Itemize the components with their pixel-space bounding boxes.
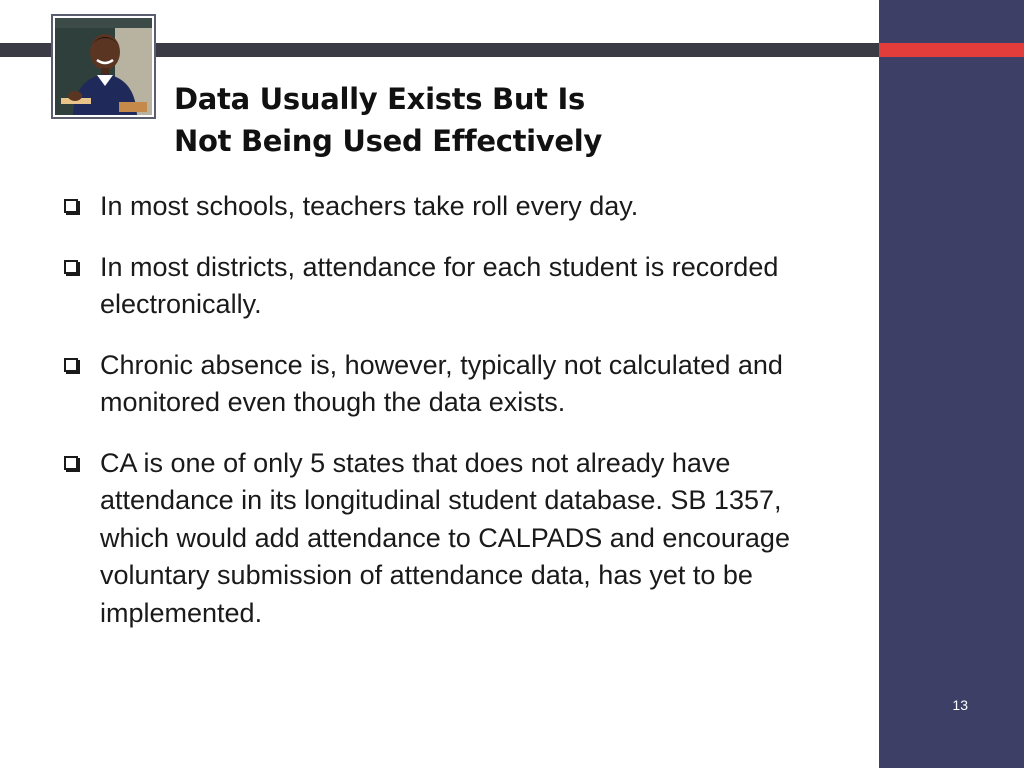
accent-bar (879, 43, 1024, 57)
bullet-text: CA is one of only 5 states that does not already have attendance in its longitudinal student database. SB 1357, which would add attendance to CALPADS and encourage voluntary submission of attendance data, has yet to be implemented. (100, 447, 790, 628)
bullet-text: In most schools, teachers take roll every day. (100, 191, 639, 221)
checkbox-bullet-icon (64, 199, 78, 213)
bullet-item (62, 249, 852, 324)
checkbox-bullet-icon (64, 358, 78, 372)
bullet-item (62, 347, 852, 422)
bullet-list (62, 188, 852, 655)
bullet-text: In most districts, attendance for each student is recorded electronically. (100, 251, 779, 319)
checkbox-bullet-icon (64, 456, 78, 470)
student-photo (51, 14, 156, 119)
slide-title (174, 78, 602, 162)
student-photo-illustration (55, 18, 152, 115)
page-number: 13 (952, 697, 968, 713)
bullet-text: Chronic absence is, however, typically not calculated and monitored even though the data exists. (100, 349, 783, 417)
slide-title-line-2: Not Being Used Effectively (174, 124, 603, 158)
slide-title-line-1: Data Usually Exists But Is (174, 82, 585, 116)
bullet-item (62, 445, 852, 633)
checkbox-bullet-icon (64, 260, 78, 274)
side-panel (879, 0, 1024, 768)
bullet-item (62, 188, 852, 226)
